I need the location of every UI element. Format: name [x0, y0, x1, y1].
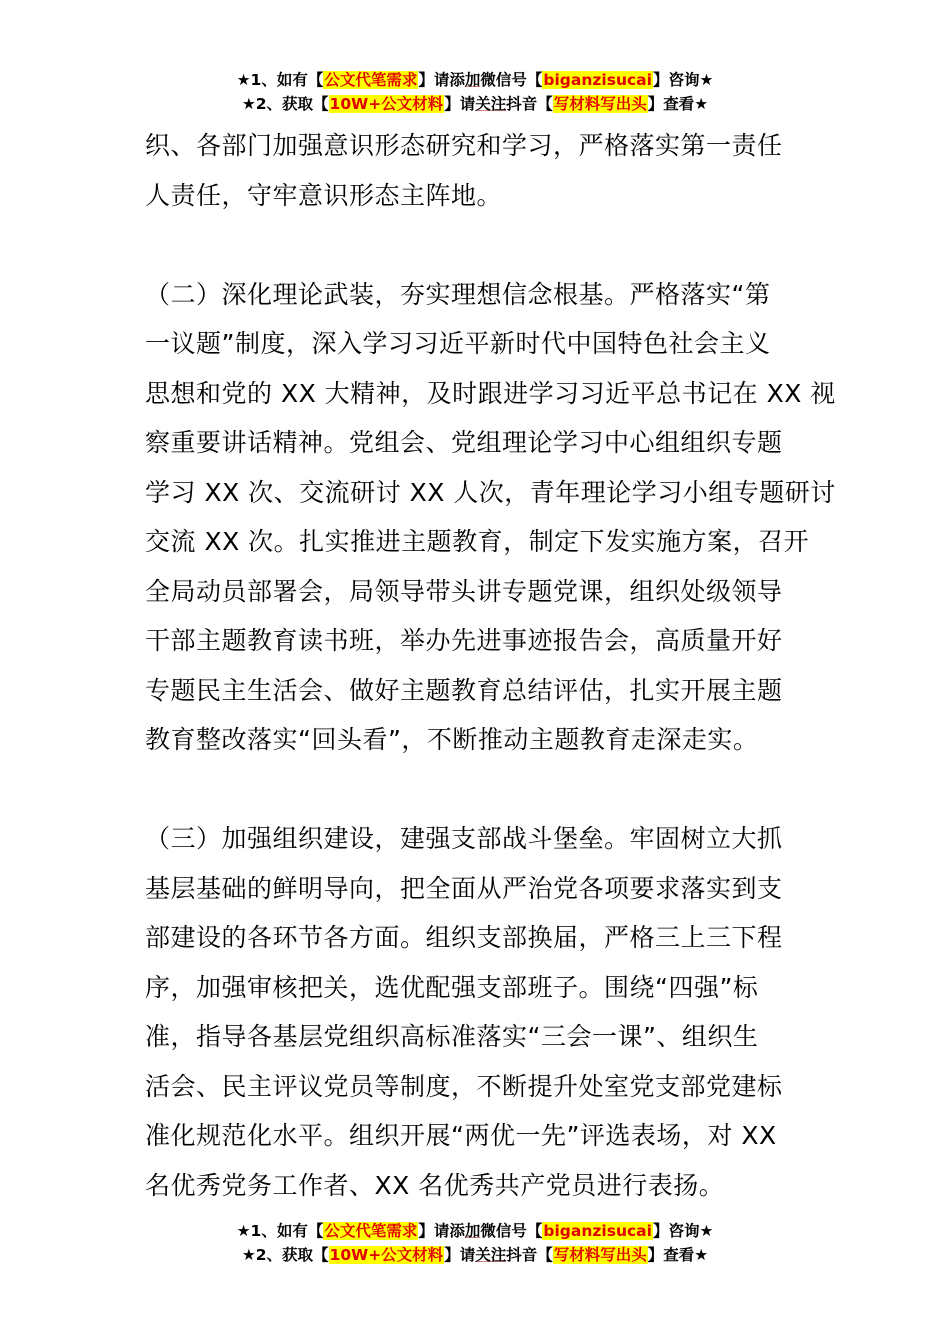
promo-text: 】请添	[418, 71, 465, 89]
promo-text: 】查看★	[647, 95, 709, 113]
promo-text: 】查看★	[647, 1246, 709, 1264]
promo-text: 抖音【	[506, 1246, 553, 1264]
promo-text: ★1、如有【	[236, 71, 324, 89]
paragraph-gap	[145, 220, 809, 270]
promo-underlined: 加	[464, 71, 481, 89]
text-line: 全局动员部署会，局领导带头讲专题党课，组织处级领导	[145, 576, 783, 606]
promo-line-2	[0, 1243, 950, 1267]
text-line: 准，指导各基层党组织高标准落实“三会一课”、组织生	[145, 1022, 759, 1051]
text-line: 察重要讲话精神。党组会、党组理论学习中心组组织专题	[145, 428, 783, 457]
text-line: 干部主题教育读书班，举办先进事迹报告会，高质量开好	[145, 626, 783, 655]
text-line: 活会、民主评议党员等制度，不断提升处室党支部党建标	[145, 1071, 783, 1101]
text-line: 一议题”制度，深入学习习近平新时代中国特色社会主义	[145, 329, 771, 358]
text-line: （三）加强组织建设，建强支部战斗堡垒。牢固树立大抓	[145, 824, 783, 853]
paragraph-2	[145, 270, 836, 765]
promo-line-1	[0, 1219, 950, 1243]
text-line: 专题民主生活会、做好主题教育总结评估，扎实开展主题	[145, 675, 783, 705]
promo-text: 】咨询★	[652, 71, 714, 89]
promo-text: 】请	[444, 1246, 476, 1264]
text-line: 交流 XX 次。扎实推进主题教育，制定下发实施方案，召开	[145, 527, 810, 556]
promo-highlight: biganzisucai	[543, 1222, 652, 1240]
text-line: 思想和党的 XX 大精神，及时跟进学习习近平总书记在 XX 视	[145, 378, 836, 408]
paragraph-1	[145, 121, 809, 220]
promo-text: 】咨询★	[652, 1222, 714, 1240]
promo-text: 抖音【	[506, 95, 553, 113]
promo-underlined: 加	[464, 1222, 481, 1240]
promo-line-2	[0, 92, 950, 116]
document-body	[145, 121, 836, 1210]
promo-text: ★2、获取【	[241, 1246, 329, 1264]
promo-highlight: 公文代笔需求	[324, 1222, 418, 1240]
text-line: 部建设的各环节各方面。组织支部换届，严格三上三下程	[145, 923, 783, 952]
promo-text: 微信号【	[480, 71, 543, 89]
promo-text: 微信号【	[480, 1222, 543, 1240]
text-line: 教育整改落实“回头看”，不断推动主题教育走深走实。	[145, 725, 759, 754]
promo-highlight: 写材料写出头	[553, 95, 647, 113]
promo-banner-top	[0, 68, 950, 116]
text-line: 序，加强审核把关，选优配强支部班子。围绕“四强”标	[145, 972, 759, 1002]
text-line: （二）深化理论武装，夯实理想信念根基。严格落实“第	[145, 279, 771, 309]
text-line: 名优秀党务工作者、XX 名优秀共产党员进行表扬。	[145, 1170, 725, 1200]
promo-line-1	[0, 68, 950, 92]
promo-text: 】请添	[418, 1222, 465, 1240]
promo-text: 】请	[444, 95, 476, 113]
promo-highlight: biganzisucai	[543, 71, 652, 89]
promo-highlight: 写材料写出头	[553, 1246, 647, 1264]
promo-highlight: 10W+公文材料	[329, 1246, 444, 1264]
paragraph-3	[145, 814, 809, 1210]
text-line: 织、各部门加强意识形态研究和学习，严格落实第一责任	[145, 131, 783, 160]
paragraph-gap	[145, 765, 809, 815]
promo-text: ★2、获取【	[241, 95, 329, 113]
promo-text: ★1、如有【	[236, 1222, 324, 1240]
promo-underlined: 关注	[475, 95, 507, 113]
text-line: 基层基础的鲜明导向，把全面从严治党各项要求落实到支	[145, 873, 783, 903]
promo-highlight: 10W+公文材料	[329, 95, 444, 113]
promo-underlined: 关注	[475, 1246, 507, 1264]
text-line: 准化规范化水平。组织开展“两优一先”评选表场，对 XX	[145, 1121, 777, 1150]
text-line: 人责任，守牢意识形态主阵地。	[145, 180, 503, 210]
text-line: 学习 XX 次、交流研讨 XX 人次，青年理论学习小组专题研讨	[145, 477, 836, 507]
promo-highlight: 公文代笔需求	[324, 71, 418, 89]
promo-banner-bottom	[0, 1219, 950, 1267]
